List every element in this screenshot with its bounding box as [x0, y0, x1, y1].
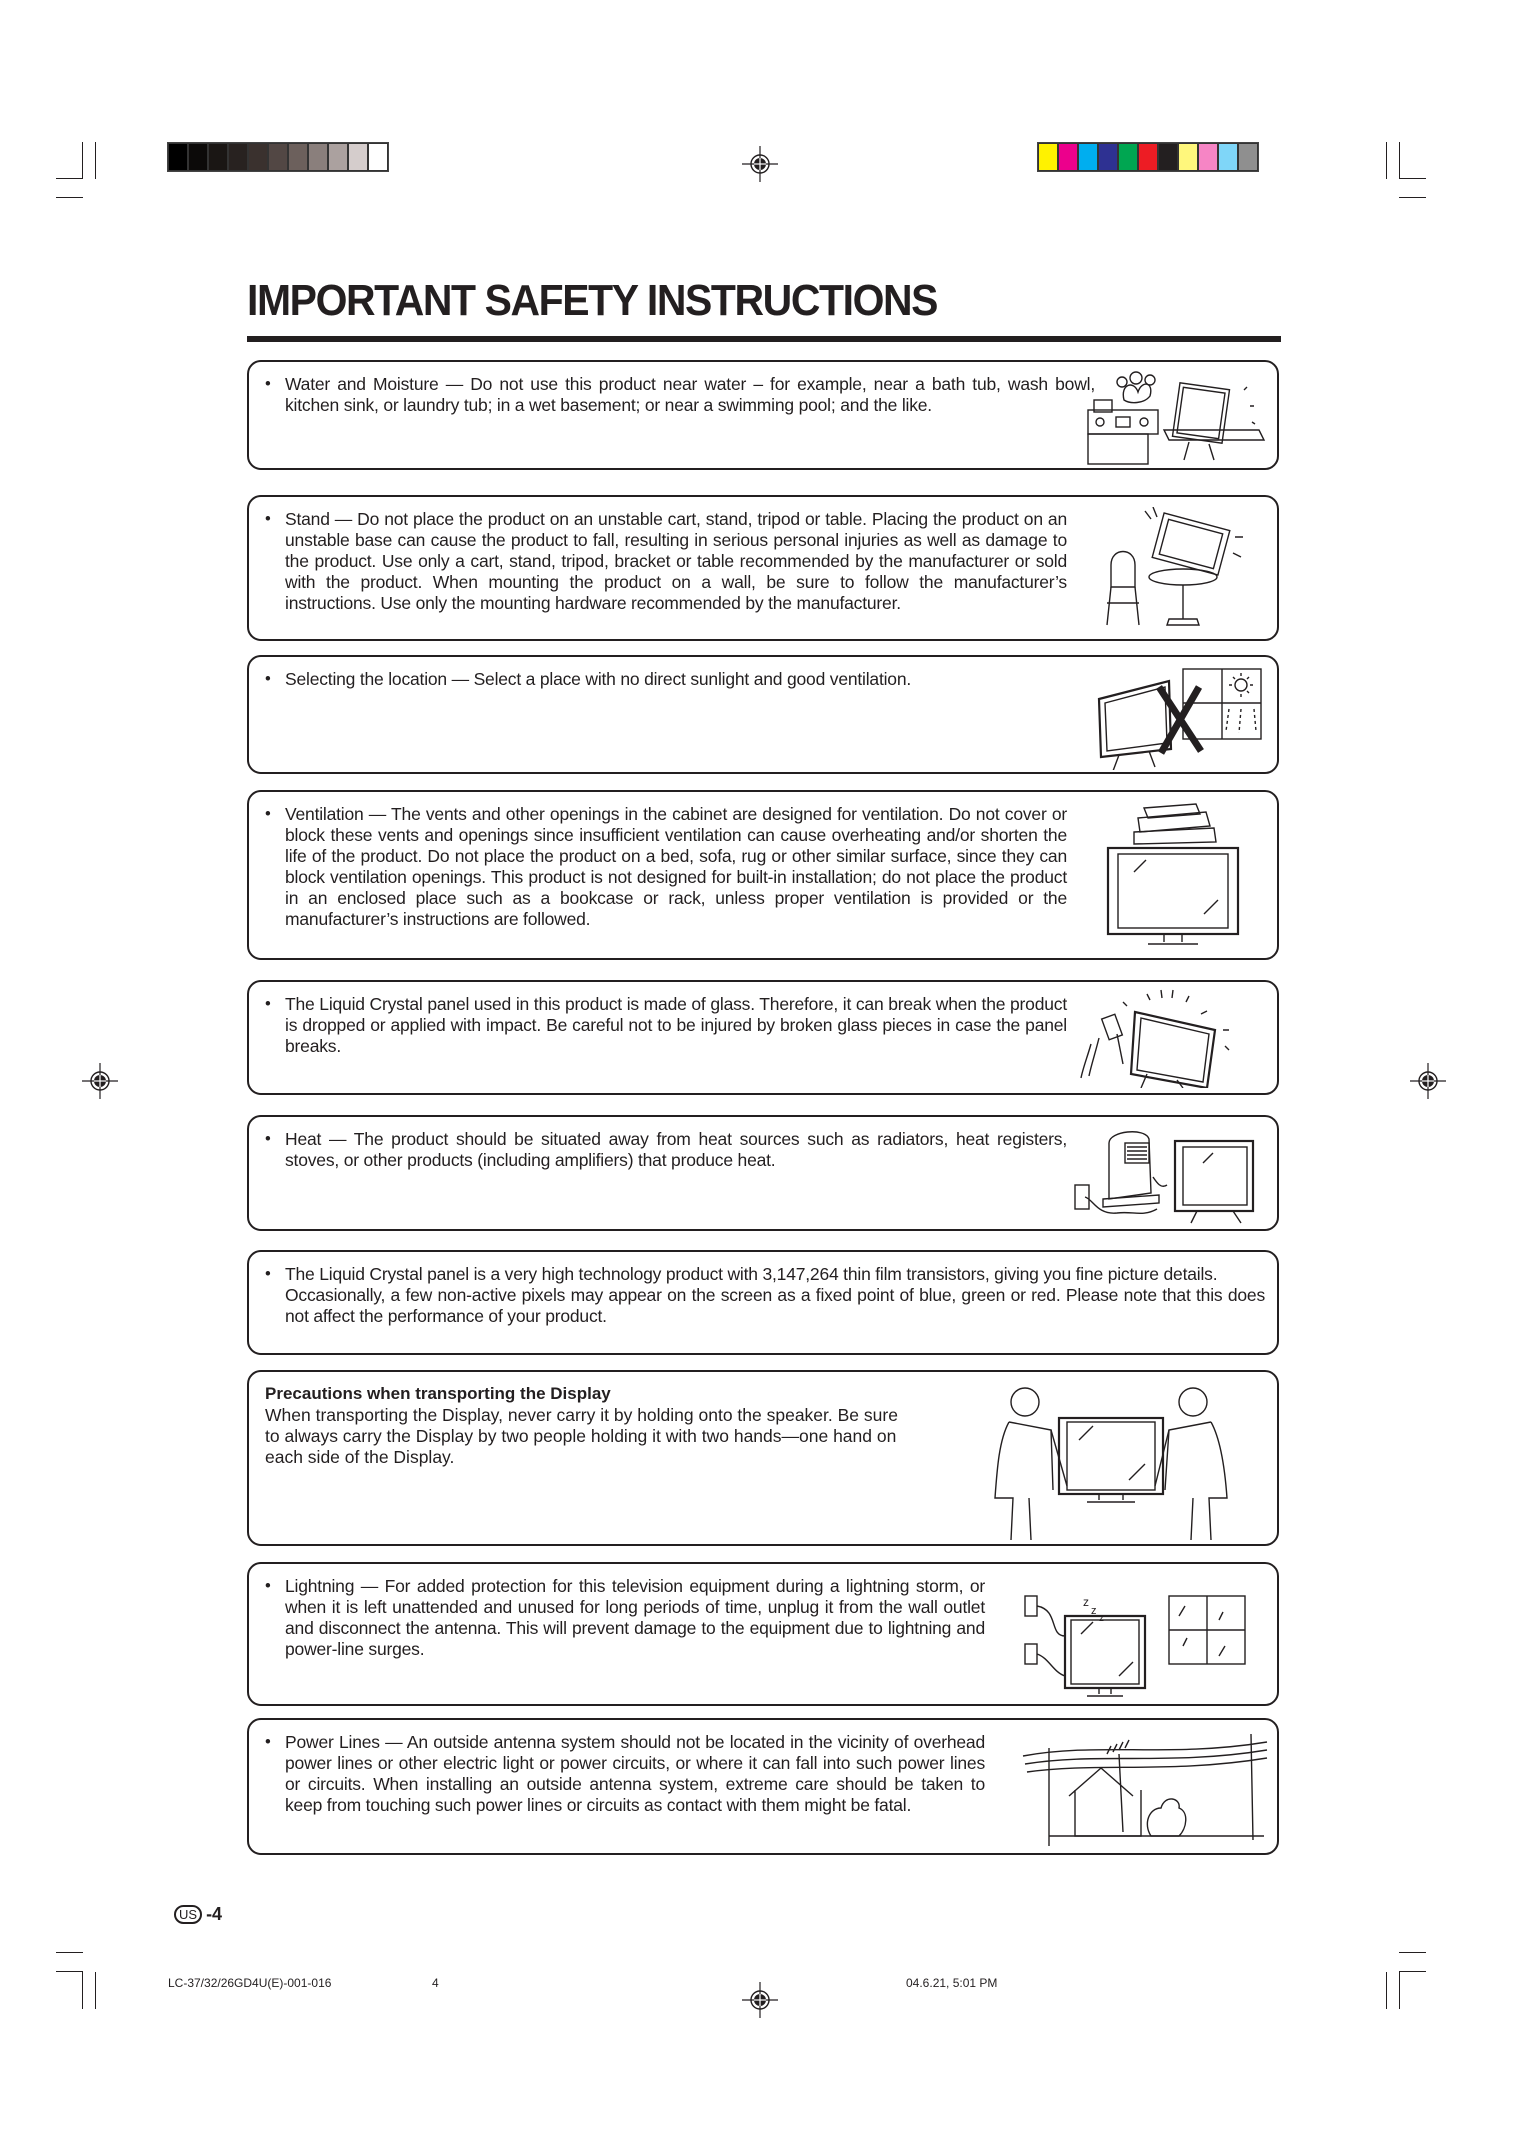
precaution-title: Precautions when transporting the Display: [265, 1384, 611, 1403]
hammer-impact-illustration-icon: [1077, 988, 1247, 1088]
safety-item-text: Heat — The product should be situated away from heat sources such as radiators, heat registers, stoves, or other products (including amplifiers) that produce heat.: [285, 1129, 1067, 1170]
us-region-badge: US: [174, 1905, 202, 1924]
calibration-swatch: [1219, 144, 1237, 170]
color-calibration-bar: [1037, 142, 1259, 172]
registration-mark-icon: [742, 1982, 778, 2018]
safety-item-text: Selecting the location — Select a place with no direct sunlight and good ventilation.: [285, 669, 912, 689]
bullet: •: [265, 670, 271, 688]
bullet: •: [265, 1733, 271, 1751]
footer-sheet-number: 4: [432, 1976, 439, 1990]
safety-item-lcd-glass: [247, 980, 1279, 1095]
safety-item-water-moisture: [247, 360, 1279, 470]
calibration-swatch: [1079, 144, 1097, 170]
calibration-swatch: [169, 144, 187, 170]
safety-item-ventilation: [247, 790, 1279, 960]
calibration-swatch: [289, 144, 307, 170]
calibration-swatch: [1199, 144, 1217, 170]
safety-item-heat: [247, 1115, 1279, 1231]
calibration-swatch: [1119, 144, 1137, 170]
unstable-table-illustration-icon: [1101, 507, 1251, 632]
svg-text:z: z: [1099, 1613, 1104, 1624]
safety-item-text: Water and Moisture — Do not use this product near water – for example, near a bath tub, wash bowl, kitchen sink, or laundry tub; in a wet basement; or near a swimming pool; and the like.: [285, 374, 1095, 415]
bullet: •: [265, 510, 271, 528]
calibration-swatch: [369, 144, 387, 170]
registration-mark-icon: [742, 146, 778, 182]
page-number-value: -4: [206, 1904, 223, 1924]
calibration-swatch: [1099, 144, 1117, 170]
page-title: IMPORTANT SAFETY INSTRUCTIONS: [247, 276, 938, 325]
safety-item-text: [285, 1264, 1265, 1327]
calibration-swatch: [229, 144, 247, 170]
sunlight-window-illustration-icon: [1089, 665, 1267, 770]
calibration-swatch: [349, 144, 367, 170]
bullet: •: [265, 1130, 271, 1148]
calibration-swatch: [1239, 144, 1257, 170]
blocked-vents-illustration-icon: [1104, 802, 1254, 952]
registration-mark-icon: [82, 1063, 118, 1099]
bullet: •: [265, 375, 271, 393]
safety-item-text: Stand — Do not place the product on an unstable cart, stand, tripod or table. Placing the product on an unstable base can cause the product to fall, resulting in serious personal injuries as well as damage to the product. Use only a cart, stand, tripod, bracket or table recommended by the manufacturer or sold with the product. When mounting the product on a wall, be sure to follow the manufacturer’s instructions. Use only the mounting hardware recommended by the manufacturer.: [285, 509, 1067, 613]
calibration-swatch: [1159, 144, 1177, 170]
heater-illustration-icon: [1073, 1123, 1273, 1228]
bullet: •: [265, 1577, 271, 1595]
safety-item-text: Ventilation — The vents and other openings in the cabinet are designed for ventilation. Do not cover or block these vents and openings since insufficient ventilation can cause overheating and/or shorten the life of the product. Do not place the product on a bed, sofa, rug or other similar surface, since they can block ventilation openings. This product is not designed for built-in installation; do not place the product in an enclosed place such as a bookcase or rack, unless proper ventilation is provided or the manufacturer’s instructions are followed.: [285, 804, 1067, 929]
calibration-swatch: [189, 144, 207, 170]
registration-mark-icon: [1410, 1063, 1446, 1099]
calibration-swatch: [309, 144, 327, 170]
safety-item-text: Power Lines — An outside antenna system should not be located in the vicinity of overhead power lines or other electric light or power circuits, or where it can fall into such power lines or circuits. When installing an outside antenna system, extreme care should be taken to keep from touching such power lines or circuits as contact with them might be fatal.: [285, 1732, 985, 1815]
water-sink-tv-illustration-icon: [1084, 370, 1269, 466]
calibration-swatch: [1179, 144, 1197, 170]
calibration-swatch: [1059, 144, 1077, 170]
calibration-swatch: [1039, 144, 1057, 170]
safety-item-lcd-pixels: [247, 1250, 1279, 1355]
title-rule: [247, 336, 1281, 342]
calibration-swatch: [249, 144, 267, 170]
bullet: •: [265, 805, 271, 823]
precaution-text: When transporting the Display, never carry it by holding onto the speaker. Be sure to always carry the Display by two people holding it with two hands—one hand on each side of the Display.: [265, 1405, 898, 1467]
calibration-swatch: [269, 144, 287, 170]
bullet: •: [265, 995, 271, 1013]
safety-item-selecting-location: [247, 655, 1279, 774]
safety-item-power-lines: [247, 1718, 1279, 1855]
two-people-carrying-illustration-icon: [989, 1380, 1234, 1542]
unplug-illustration-icon: [1019, 1576, 1269, 1701]
footer-timestamp: 04.6.21, 5:01 PM: [906, 1976, 998, 1990]
grayscale-calibration-bar: [167, 142, 389, 172]
safety-item-lightning: [247, 1562, 1279, 1706]
safety-item-stand: [247, 495, 1279, 641]
safety-item-text-line2: Occasionally, a few non-active pixels may appear on the screen as a fixed point of blue, green or red. Please note that this does not affect the performance of your product.: [285, 1285, 1265, 1326]
zzz-label: z: [1083, 1595, 1089, 1609]
page-number: [174, 1904, 222, 1925]
power-lines-illustration-icon: [1019, 1728, 1269, 1848]
calibration-swatch: [209, 144, 227, 170]
svg-text:z: z: [1091, 1605, 1097, 1617]
precaution-transporting-display: [247, 1370, 1279, 1546]
safety-item-text: Lightning — For added protection for this television equipment during a lightning storm, or when it is left unattended and unused for long periods of time, unplug it from the wall outlet and disconnect the antenna. This will prevent damage to the equipment due to lightning and power-line surges.: [285, 1576, 985, 1659]
calibration-swatch: [1139, 144, 1157, 170]
safety-item-text-line1: The Liquid Crystal panel is a very high technology product with 3,147,264 thin film transistors, giving you fine picture details.: [285, 1264, 1218, 1284]
calibration-swatch: [329, 144, 347, 170]
safety-item-text: The Liquid Crystal panel used in this product is made of glass. Therefore, it can break when the product is dropped or applied with impact. Be careful not to be injured by broken glass pieces in case the panel breaks.: [285, 994, 1067, 1056]
bullet: •: [265, 1265, 271, 1283]
footer-doc-code: LC-37/32/26GD4U(E)-001-016: [168, 1976, 332, 1990]
